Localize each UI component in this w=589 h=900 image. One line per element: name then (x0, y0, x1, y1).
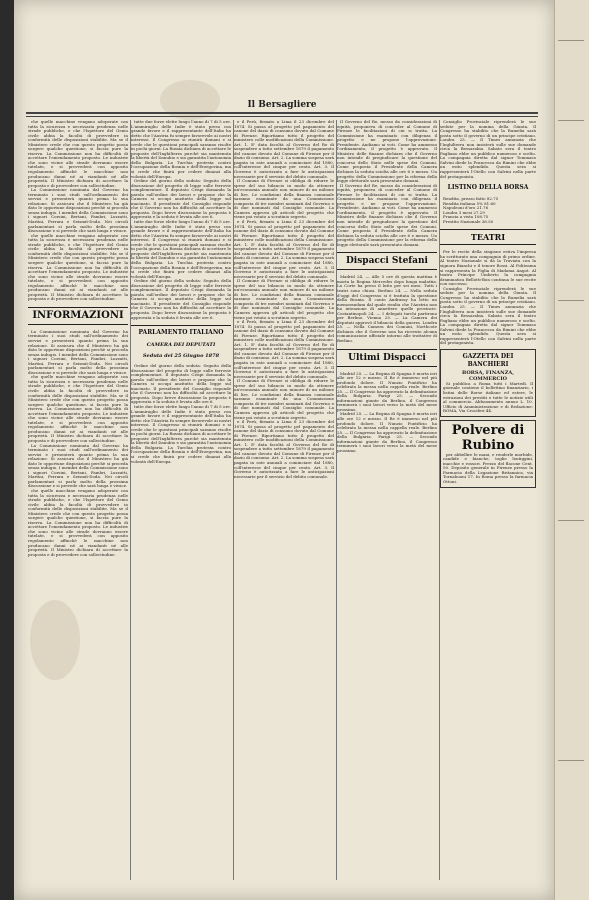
article-text: La Commissione nominata dal Governo ha terminato i suoi studi sull'ordinamento dei servizi e presenterà quanto prima la sua relazione. Si assicura che il Ministero ha già dato le opportune disposizioni perchè si proceda senza indugio. I membri della Commissione sono i signori Corsini, Bertani, Fambri, Luzzatti, Martini, Ferrara e Seismit-Doda. Nei circoli parlamentari si parla molto della prossima discussione e si prevede che sarà lunga e vivace. (28, 442, 128, 489)
article-text: Ordine del giorno della seduta: Seguito della discussione del progetto di legge sulle ferrovie complementari. Il deputato Crispi domanda la parola sull'ordine dei lavori e propone che la Camera si occupi anzitutto della legge sul macinato. Il presidente del Consiglio risponde che il Governo non ha difficoltà ad accettare la proposta. Dopo breve discussione la proposta è approvata e la seduta è levata alle ore 6. (131, 278, 231, 320)
exchange-list (440, 197, 536, 224)
article-text: tutte due forze elette lungo l'anno di 7 di 5 ore. L'ammiraglio delle Indie è stato preso con grande favore e il rappresentante dell'Italia ha detto che l'Austria fu sempre favorevole ai nostri interessi. Il Congresso si riunirà domani e si crede che le questioni principali saranno risolte in pochi giorni. La Russia dichiara di accettare le proposte dell'Inghilterra purchè sia mantenuta la libertà del Danubio e sia garantita l'autonomia della Bulgaria. La Turchia protesta contro l'occupazione della Bosnia e dell'Erzegovina, ma si crede che finirà per cedere dinanzi alla volontà dell'Europa. (131, 219, 231, 279)
strip-line (558, 120, 584, 121)
exchange-row: Rendita, prezzo fatto 82.75 (443, 196, 499, 202)
article-text: e il Perù, firmato a Lima il 23 dicembre del 1874. Si passa al progetto pel pagamento del canone del dazio di consumo dovuto dal Comune di Firenze. Riportiamo tutto il progetto del ministero colle modificazioni della Commissione. Art. 1. E' data facoltà al Governo del Re di sospendere a tutto settembre 1879 il pagamento del canone dovuto dal Comune di Firenze per il dazio di consumo. Art. 2. La somma sospesa sarà pagata in rate annuali a cominciare dal 1880, coll'interesse del cinque per cento. Art. 3. Il Governo è autorizzato a fare le anticipazioni necessarie per il servizio del debito comunale. (234, 219, 334, 279)
exchange-row: Rendita italiana 5% 81.60 (443, 200, 496, 206)
article-text: tutte due forze elette lungo l'anno di 7 di 5 ore. L'ammiraglio delle Indie è stato preso con grande favore e il rappresentante dell'Italia ha detto che l'Austria fu sempre favorevole ai nostri interessi. Il Congresso si riunirà domani e si crede che le questioni principali saranno risolte in pochi giorni. La Russia dichiara di accettare le proposte dell'Inghilterra purchè sia mantenuta la libertà del Danubio e sia garantita l'autonomia della Bulgaria. La Turchia protesta contro l'occupazione della Bosnia e dell'Erzegovina, ma si crede che finirà per cedere dinanzi alla volontà dell'Europa. (131, 403, 231, 464)
section-heading-ultimi-dispacci: Ultimi Dispacci (337, 349, 437, 367)
article-text: Il Governo del Re, mosso da considerazioni di equità, proponeva di conceder al Comune di Firenze le facilitazioni di cui si tratta. La Commissione ha esaminato con diligenza il progetto e ne propone l'approvazione. Presidente. Andiamo ai voti. Come ha ammesso l'ordinamento, il progetto è approvato. Il Ministro delle finanze dichiara che il Governo non intende di pregiudicare la questione del concorso dello Stato nelle spese dei Comuni. Come proposta il Presidente della Camera dichiara la seduta sciolta alle ore 6 e mezzo. Un progetto della Commissione per la riforma della legge elettorale sarà presentato domani. (337, 120, 437, 184)
adjacent-page-strip (554, 0, 589, 900)
article-text: che quelle macchine vengano adoperate con tutta la sicurezza e necessaria prudenza nelle strade pubbliche, e che l'Ispettore del Genio civile abbia la facoltà di provvedere in conformità delle disposizioni stabilite. Ma se il Ministero crede che con questo progetto possa sorgere qualche questione, si faccia pure la riserva. La Commissione non ha difficoltà di accettare l'emendamento proposto. Le industrie che sono vicine alle strade dovranno essere tutelate, e si provvederà con apposito regolamento affinchè le macchine non producano danni né ai viandanti né alle proprietà. Il Ministro dichiara di accettare la proposta e di provvedere con sollecitudine. (28, 488, 128, 557)
exchange-row: Prestito Nazionale 36.50 (443, 218, 494, 224)
article-text: Ordine del giorno della seduta: Seguito della discussione del progetto di legge sulle ferrovie complementari. Il deputato Crispi domanda la parola sull'ordine dei lavori e propone che la Camera si occupi anzitutto della legge sul macinato. Il presidente del Consiglio risponde che il Governo non ha difficoltà ad accettare la proposta. Dopo breve discussione la proposta è approvata e la seduta è levata alle ore 6. (131, 178, 231, 220)
article-text: e il Perù, firmato a Lima il 23 dicembre del 1874. Si passa al progetto pel pagamento del canone del dazio di consumo dovuto dal Comune di Firenze. Riportiamo tutto il progetto del ministero colle modificazioni della Commissione. Art. 1. E' data facoltà al Governo del Re di sospendere a tutto settembre 1879 il pagamento del canone dovuto dal Comune di Firenze per il dazio di consumo. Art. 2. La somma sospesa sarà pagata in rate annuali a cominciare dal 1880, coll'interesse del cinque per cento. Art. 3. Il Governo è autorizzato a fare le anticipazioni necessarie per il servizio del debito comunale. (234, 120, 334, 179)
masthead-rule (26, 116, 538, 117)
exchange-row: Napoleoni d'oro 21.76 (443, 205, 489, 211)
column-3 (234, 120, 334, 880)
ad-title-polvere: Polvere di Rubino (451, 422, 525, 453)
article-text: che quelle macchine vengano adoperate con tutta la sicurezza e necessaria prudenza nelle strade pubbliche, e che l'Ispettore del Genio civile abbia la facoltà di provvedere in conformità delle disposizioni stabilite. Ma se il Ministero crede che con questo progetto possa sorgere qualche questione, si faccia pure la riserva. La Commissione non ha difficoltà di accettare l'emendamento proposto. Le industrie che sono vicine alle strade dovranno essere tutelate, e si provvederà con apposito regolamento affinchè le macchine non producano danni né ai viandanti né alle proprietà. Il Ministro dichiara di accettare la proposta e di provvedere con sollecitudine. (28, 374, 128, 443)
exchange-row: Londra 3 mesi 27.29 (443, 209, 485, 215)
section-subheading-seduta: Seduta del 25 Giugno 1878 (142, 353, 220, 360)
ad-subtitle-gazzetta: BORSA, FINANZA, COMMERCIO (462, 369, 514, 382)
column-5 (440, 120, 536, 880)
article-text: La Commissione nominata dal Governo ha terminato i suoi studi sull'ordinamento dei servizi e presenterà quanto prima la sua relazione. Si assicura che il Ministero ha già dato le opportune disposizioni perchè si proceda senza indugio. I membri della Commissione sono i signori Corsini, Bertani, Fambri, Luzzatti, Martini, Ferrara e Seismit-Doda. Nei circoli parlamentari si parla molto della prossima discussione e si prevede che sarà lunga e vivace. (28, 328, 128, 375)
ad-text: per abbellire le mani, e renderle morbide, candide e bianche, toglie lentiggini, macchie e rossori. Prezzo del flacone Cent. 50. Deposito generale in Firenze presso la Farmacia della Legazione Britannica, via Tornabuoni 17. In Roma presso la farmacia Ottoni. (443, 451, 533, 484)
ad-title-gazzetta: GAZZETTA DEI BANCHIERI (462, 352, 514, 368)
article-text: che quelle macchine vengano adoperate con tutta la sicurezza e necessaria prudenza nelle strade pubbliche, e che l'Ispettore del Genio civile abbia la facoltà di provvedere in conformità delle disposizioni stabilite. Ma se il Ministero crede che con questo progetto possa sorgere qualche questione, si faccia pure la riserva. La Commissione non ha difficoltà di accettare l'emendamento proposto. Le industrie che sono vicine alle strade dovranno essere tutelate, e si provvederà con apposito regolamento affinchè le macchine non producano danni né ai viandanti né alle proprietà. Il Ministro dichiara di accettare la proposta e di provvedere con sollecitudine. (28, 120, 128, 188)
article-text: Il Comune di Firenze si obbliga di ridurre le spese del suo bilancio in modo da ottenere un'economia annuale non minore di un milione di lire. Le condizioni della finanza comunale saranno esaminate da una Commissione composta di tre membri nominati dal Governo e di due nominati dal Consiglio comunale. La Camera approva gli articoli del progetto che viene poi votato a scrutinio segreto. (234, 378, 334, 420)
section-heading-informazioni: INFORMAZIONI (28, 307, 128, 325)
strip-line (558, 40, 584, 41)
strip-line (558, 300, 584, 301)
exchange-row: Francia a vista 108.75 (443, 214, 489, 220)
column-2 (131, 120, 231, 880)
article-text: Il Comune di Firenze si obbliga di ridurre le spese del suo bilancio in modo da ottenere un'economia annuale non minore di un milione di lire. Le condizioni della finanza comunale saranno esaminate da una Commissione composta di tre membri nominati dal Governo e di due nominati dal Consiglio comunale. La Camera approva gli articoli del progetto che viene poi votato a scrutinio segreto. (234, 278, 334, 320)
section-heading-parlamento: PARLAMENTO ITALIANO (131, 325, 231, 337)
article-text: Per le recite della stagione estiva l'impresa ha scritturato una compagnia di primo ordine. Al teatro Nazionale si dà la Traviata con la signora Bianchi e il tenore Rossi. Al Politeama si rappresenta la Figlia di Madama Angot. Al teatro Principe Umberto la compagnia drammatica Bellotti-Bon continua le sue recite con successo. (440, 249, 536, 287)
article-text: Consiglio Provinciale riprenderà le sue sedute per la nomina della Giunta. Il Congresso ha stabilito che la Rumelia sarà posta sotto il governo di un principe cristiano. Londra 25. — Il Times annunzia che l'Inghilterra non insisterà sulle sue domande circa la Bessarabia. Sabato sera il teatro Pagliano ebbe un pubblico numeroso e scelto. La compagnia diretta dal signor Tommaso Salvini diede la Francesca da Rimini che ebbe un esito splendido. Questa sera si rappresenterà l'Otello con Salvini nella parte del protagonista. (440, 285, 536, 346)
section-heading-dispacci-stefani: Dispacci Stefani (337, 252, 437, 270)
article-text: Il Governo del Re, mosso da considerazioni di equità, proponeva di conceder al Comune di Firenze le facilitazioni di cui si tratta. La Commissione ha esaminato con diligenza il progetto e ne propone l'approvazione. Presidente. Andiamo ai voti. Come ha ammesso l'ordinamento, il progetto è approvato. Il Ministro delle finanze dichiara che il Governo non intende di pregiudicare la questione del concorso dello Stato nelle spese dei Comuni. Come proposta il Presidente della Camera dichiara la seduta sciolta alle ore 6 e mezzo. Un progetto della Commissione per la riforma della legge elettorale sarà presentato domani. (337, 182, 437, 247)
article-text: Madrid 25. — La Regina di Spagna è morta ieri alle ore 12 e mezzo. Il Re è immerso nel più profondo dolore. Il Nunzio Pontificio ha celebrato la messa nella cappella reale. Berlino 25. — Il Congresso ha approvato la delimitazione della Bulgaria. Parigi 25. — Secondo informazioni giunte da Berlino, il Congresso terminerà i suoi lavori verso la metà del mese prossimo. (337, 370, 437, 412)
column-1 (28, 120, 128, 880)
strip-line (558, 760, 584, 761)
article-text: La Commissione nominata dal Governo ha terminato i suoi studi sull'ordinamento dei servizi e presenterà quanto prima la sua relazione. Si assicura che il Ministero ha già dato le opportune disposizioni perchè si proceda senza indugio. I membri della Commissione sono i signori Corsini, Bertani, Fambri, Luzzatti, Martini, Ferrara e Seismit-Doda. Nei circoli parlamentari si parla molto della prossima discussione e si prevede che sarà lunga e vivace. (28, 187, 128, 234)
article-text: Consiglio Provinciale riprenderà le sue sedute per la nomina della Giunta. Il Congresso ha stabilito che la Rumelia sarà posta sotto il governo di un principe cristiano. Londra 25. — Il Times annunzia che l'Inghilterra non insisterà sulle sue domande circa la Bessarabia. Sabato sera il teatro Pagliano ebbe un pubblico numeroso e scelto. La compagnia diretta dal signor Tommaso Salvini diede la Francesca da Rimini che ebbe un esito splendido. Questa sera si rappresenterà l'Otello con Salvini nella parte del protagonista. (440, 120, 536, 179)
article-text: Madrid 25. — La Regina di Spagna è morta ieri alle ore 12 e mezzo. Il Re è immerso nel più profondo dolore. Il Nunzio Pontificio ha celebrato la messa nella cappella reale. Berlino 25. — Il Congresso ha approvato la delimitazione della Bulgaria. Parigi 25. — Secondo informazioni giunte da Berlino, il Congresso terminerà i suoi lavori verso la metà del mese prossimo. (337, 411, 437, 453)
article-text: tutte due forze elette lungo l'anno di 7 di 5 ore. L'ammiraglio delle Indie è stato preso con grande favore e il rappresentante dell'Italia ha detto che l'Austria fu sempre favorevole ai nostri interessi. Il Congresso si riunirà domani e si crede che le questioni principali saranno risolte in pochi giorni. La Russia dichiara di accettare le proposte dell'Inghilterra purchè sia mantenuta la libertà del Danubio e sia garantita l'autonomia della Bulgaria. La Turchia protesta contro l'occupazione della Bosnia e dell'Erzegovina, ma si crede che finirà per cedere dinanzi alla volontà dell'Europa. (131, 120, 231, 179)
advertisement-gazzetta (440, 349, 536, 417)
strip-line (558, 520, 584, 521)
article-text: Ordine del giorno della seduta: Seguito della discussione del progetto di legge sulle ferrovie complementari. Il deputato Crispi domanda la parola sull'ordine dei lavori e propone che la Camera si occupi anzitutto della legge sul macinato. Il presidente del Consiglio risponde che il Governo non ha difficoltà ad accettare la proposta. Dopo breve discussione la proposta è approvata e la seduta è levata alle ore 6. (131, 363, 231, 405)
section-heading-listino: LISTINO DELLA BORSA (447, 184, 529, 192)
article-text: e il Perù, firmato a Lima il 23 dicembre del 1874. Si passa al progetto pel pagamento del canone del dazio di consumo dovuto dal Comune di Firenze. Riportiamo tutto il progetto del ministero colle modificazioni della Commissione. Art. 1. E' data facoltà al Governo del Re di sospendere a tutto settembre 1879 il pagamento del canone dovuto dal Comune di Firenze per il dazio di consumo. Art. 2. La somma sospesa sarà pagata in rate annuali a cominciare dal 1880, coll'interesse del cinque per cento. Art. 3. Il Governo è autorizzato a fare le anticipazioni necessarie per il servizio del debito comunale. (234, 319, 334, 379)
section-heading-teatri: TEATRI (440, 229, 536, 245)
article-text: e il Perù, firmato a Lima il 23 dicembre del 1874. Si passa al progetto pel pagamento del canone del dazio di consumo dovuto dal Comune di Firenze. Riportiamo tutto il progetto del ministero colle modificazioni della Commissione. Art. 1. E' data facoltà al Governo del Re di sospendere a tutto settembre 1879 il pagamento del canone dovuto dal Comune di Firenze per il dazio di consumo. Art. 2. La somma sospesa sarà pagata in rate annuali a cominciare dal 1880, coll'interesse del cinque per cento. Art. 3. Il Governo è autorizzato a fare le anticipazioni necessarie per il servizio del debito comunale. (234, 419, 334, 479)
article-text: che quelle macchine vengano adoperate con tutta la sicurezza e necessaria prudenza nelle strade pubbliche, e che l'Ispettore del Genio civile abbia la facoltà di provvedere in conformità delle disposizioni stabilite. Ma se il Ministero crede che con questo progetto possa sorgere qualche questione, si faccia pure la riserva. La Commissione non ha difficoltà di accettare l'emendamento proposto. Le industrie che sono vicine alle strade dovranno essere tutelate, e si provvederà con apposito regolamento affinchè le macchine non producano danni né ai viandanti né alle proprietà. Il Ministro dichiara di accettare la proposta e di provvedere con sollecitudine. (28, 232, 128, 302)
advertisement-polvere (440, 420, 536, 488)
article-text: Il Comune di Firenze si obbliga di ridurre le spese del suo bilancio in modo da ottenere un'economia annuale non minore di un milione di lire. Le condizioni della finanza comunale saranno esaminate da una Commissione composta di tre membri nominati dal Governo e di due nominati dal Consiglio comunale. La Camera approva gli articoli del progetto che viene poi votato a scrutinio segreto. (234, 178, 334, 220)
masthead-title: Il Bersagliere (247, 100, 317, 110)
column-4 (337, 120, 437, 880)
masthead-rule (26, 112, 538, 114)
masthead (26, 0, 538, 110)
article-text: Madrid 24. — Alle 5 ore di questa mattina è morta la Regina Mercedes dopo lunga malattia. La Corte ha preso il lutto per sei mesi. Tutti i teatri sono chiusi. Berlino 24. — Nella seduta d'oggi del Congresso si è trattata la questione della Bosnia. Il conte Andrassy ha letto un memorandum dal quale risulta che l'Austria non ha intenzione di annettere quelle provincie. Costantinopoli 24. — I delegati turchi partirono per Berlino. Vienna 25. — La Camera dei deputati approvò il bilancio della guerra. Londra 25. — Nella Camera dei Comuni, Northcote dichiara che il Governo non ha ricevuto alcuna comunicazione ufficiale intorno alle trattative di Berlino. (337, 274, 437, 343)
section-subheading-camera: CAMERA DEI DEPUTATI (146, 342, 216, 349)
ad-text: Si pubblica a Roma tutti i Martedì. Il giornale contiene il bollettino finanziario, i listini delle Borse italiane ed estere, le estrazioni dei prestiti e tutte le notizie utili al commercio. Abbonamento annuo L. 10. Ufficio di Amministrazione e di Redazione: ROMA, Via Crociferi 44. (443, 380, 533, 414)
